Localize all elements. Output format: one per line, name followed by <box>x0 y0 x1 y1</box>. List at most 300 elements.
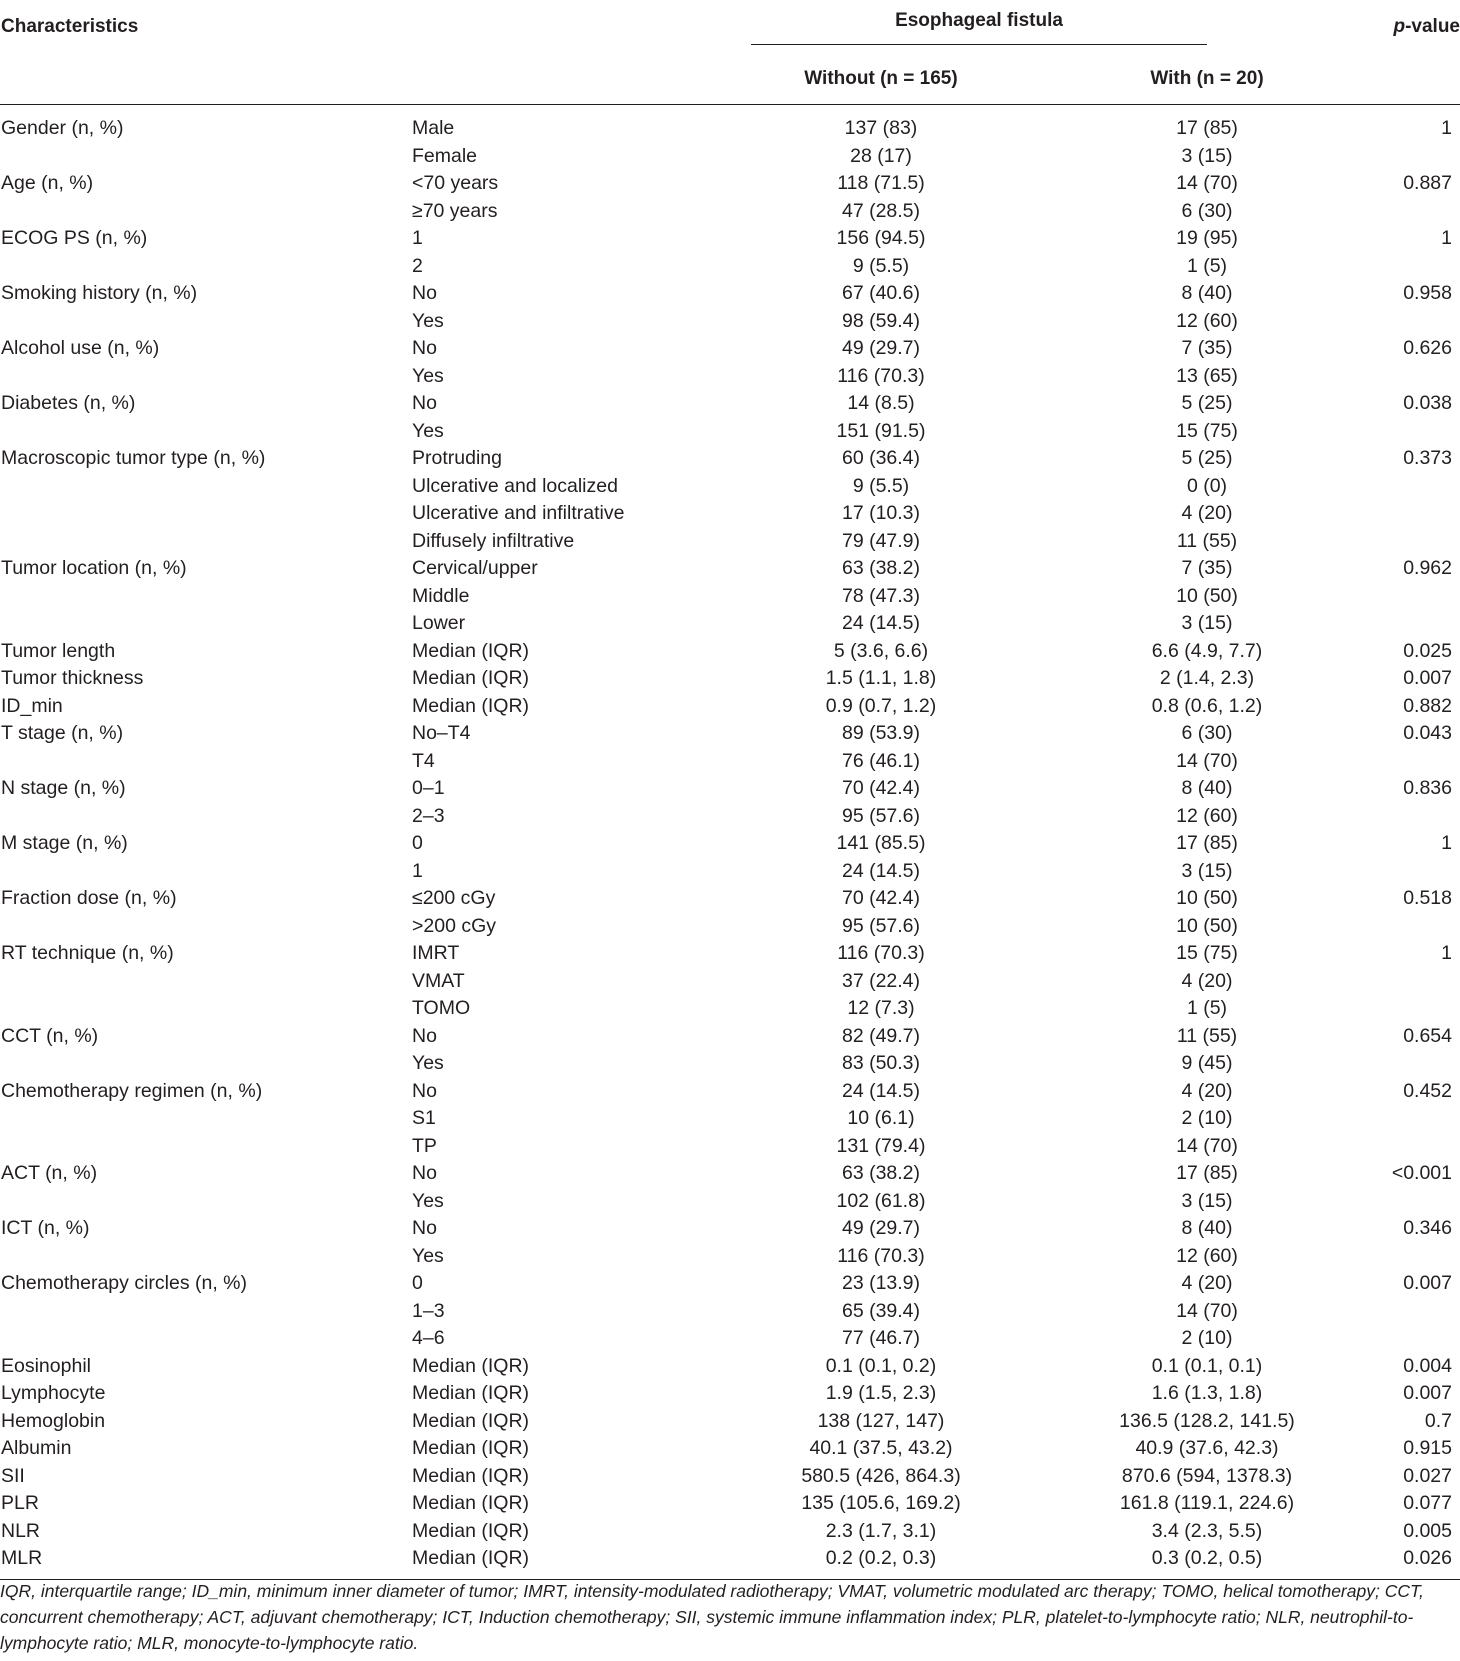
cell-category: Median (IQR) <box>412 667 530 689</box>
table-header <box>0 0 1460 105</box>
cell-p-value <box>1362 858 1460 886</box>
cell-category: Yes <box>412 364 444 387</box>
cell-characteristic: RT technique (n, %) <box>1 942 174 964</box>
table-row <box>0 803 1460 831</box>
cell-without: 63 (38.2) <box>841 1162 921 1184</box>
table-row <box>0 995 1460 1023</box>
table-row <box>0 665 1460 693</box>
cell-p-value <box>1362 1105 1460 1133</box>
cell-characteristic <box>0 1325 412 1353</box>
table-row <box>0 1545 1460 1579</box>
table-row <box>0 1215 1460 1243</box>
cell-p-value: 1 <box>1441 227 1452 249</box>
table-row <box>0 968 1460 996</box>
cell-without: 5 (3.6, 6.6) <box>833 639 929 662</box>
table-row <box>0 775 1460 803</box>
table-row <box>0 1050 1460 1078</box>
cell-with: 10 (50) <box>1176 914 1238 937</box>
cell-p-value: 0.836 <box>1403 777 1452 799</box>
cell-without: 60 (36.4) <box>841 447 921 469</box>
cell-characteristic <box>0 418 412 446</box>
cell-without: 37 (22.4) <box>841 969 921 992</box>
cell-with: 6 (30) <box>1181 722 1233 744</box>
cell-category: Median (IQR) <box>412 1519 530 1542</box>
cell-with: 6 (30) <box>1181 199 1233 222</box>
table-row <box>0 170 1460 198</box>
cell-category: Median (IQR) <box>412 1545 710 1579</box>
cell-characteristic: Fraction dose (n, %) <box>1 887 177 909</box>
cell-category: Protruding <box>412 447 502 469</box>
cell-p-value <box>1362 968 1460 996</box>
cell-with: 7 (35) <box>1181 557 1233 579</box>
cell-p-value <box>1362 748 1460 776</box>
cell-with: 3.4 (2.3, 5.5) <box>1151 1519 1263 1542</box>
cell-characteristic: Eosinophil <box>1 1354 91 1377</box>
cell-category: T4 <box>412 749 435 772</box>
cell-with: 17 (85) <box>1176 832 1238 854</box>
cell-p-value: 0.004 <box>1403 1354 1452 1377</box>
cell-without: 98 (59.4) <box>841 309 921 332</box>
cell-without: 89 (53.9) <box>841 722 921 744</box>
cell-without: 14 (8.5) <box>847 392 915 414</box>
cell-with: 3 (15) <box>1181 859 1233 882</box>
cell-with: 15 (75) <box>1176 419 1238 442</box>
cell-characteristic <box>0 473 412 501</box>
cell-with: 5 (25) <box>1181 447 1233 469</box>
cell-with: 0 (0) <box>1186 474 1228 497</box>
cell-with: 14 (70) <box>1176 749 1238 772</box>
table-row <box>0 1353 1460 1381</box>
cell-category: Median (IQR) <box>412 1464 530 1487</box>
cell-p-value <box>1362 1243 1460 1271</box>
table-row <box>0 308 1460 336</box>
cell-p-value <box>1362 363 1460 391</box>
cell-category: <70 years <box>412 172 499 194</box>
cell-with: 4 (20) <box>1181 1079 1233 1102</box>
table-footnote: IQR, interquartile range; ID_min, minimum inner diameter of tumor; IMRT, intensity-modulated radiotherapy; VMAT, volumetric modulated arc therapy; TOMO, helical tomotherapy; CCT, concurrent chemotherapy; ACT, adjuvant chemotherapy; ICT, Induction chemotherapy; SII, systemic immune inflammation index; PLR, platelet-to-lymphocyte ratio; NLR, neutrophil-to-lymphocyte ratio; MLR, monocyte-to-lymphocyte ratio. <box>0 1581 1424 1653</box>
cell-with: 7 (35) <box>1181 337 1233 359</box>
cell-with: 9 (45) <box>1181 1052 1233 1074</box>
cell-p-value: 0.915 <box>1403 1437 1452 1459</box>
cell-characteristic: Lymphocyte <box>1 1382 106 1404</box>
cell-characteristic <box>0 308 412 336</box>
cell-without: 118 (71.5) <box>837 172 925 194</box>
cell-p-value: 0.626 <box>1403 337 1452 359</box>
header-characteristics: Characteristics <box>1 16 139 37</box>
cell-without: 116 (70.3) <box>837 942 925 964</box>
cell-with: 4 (20) <box>1181 1272 1233 1294</box>
cell-p-value: 0.007 <box>1403 1382 1452 1404</box>
cell-with: 4 (20) <box>1181 502 1233 524</box>
cell-p-value: 1 <box>1441 942 1452 964</box>
cell-without: 28 (17) <box>850 144 912 167</box>
cell-without: 138 (127, 147) <box>817 1409 945 1432</box>
table-row <box>0 1243 1460 1271</box>
cell-category: No <box>412 1217 437 1239</box>
cell-category: 0 <box>412 1272 423 1294</box>
cell-with: 0.8 (0.6, 1.2) <box>1151 694 1263 717</box>
cell-without: 95 (57.6) <box>841 804 921 827</box>
table-row <box>0 1435 1460 1463</box>
cell-p-value: <0.001 <box>1391 1162 1452 1184</box>
cell-category: Diffusely infiltrative <box>412 529 575 552</box>
header-p-value: p-value <box>1393 16 1460 37</box>
cell-category: TOMO <box>412 997 471 1019</box>
cell-category: No <box>412 282 437 304</box>
cell-without: 70 (42.4) <box>841 777 921 799</box>
cell-characteristic: ID_min <box>1 694 63 717</box>
cell-category: No–T4 <box>412 722 471 744</box>
table-row <box>0 720 1460 748</box>
cell-category: ≥70 years <box>412 199 498 222</box>
cell-with: 12 (60) <box>1176 804 1238 827</box>
cell-category: Median (IQR) <box>412 1409 530 1432</box>
cell-category: 1 <box>412 227 423 249</box>
table-row <box>0 940 1460 968</box>
cell-p-value <box>1362 1325 1460 1353</box>
cell-category: Middle <box>412 584 470 607</box>
cell-characteristic: Albumin <box>1 1437 72 1459</box>
cell-with: 8 (40) <box>1181 777 1233 799</box>
cell-p-value: 0.038 <box>1403 392 1452 414</box>
cell-category: Median (IQR) <box>412 639 530 662</box>
cell-p-value <box>1362 803 1460 831</box>
cell-without: 23 (13.9) <box>841 1272 921 1294</box>
cell-with: 13 (65) <box>1176 364 1238 387</box>
table-row <box>0 1325 1460 1353</box>
cell-without: 156 (94.5) <box>836 227 926 249</box>
cell-with: 14 (70) <box>1176 1134 1238 1157</box>
cell-with: 14 (70) <box>1176 172 1238 194</box>
cell-with: 1 (5) <box>1186 254 1228 277</box>
table-row <box>0 1105 1460 1133</box>
cell-without: 82 (49.7) <box>841 1024 921 1047</box>
cell-without: 10 (6.1) <box>847 1107 915 1129</box>
cell-category: Yes <box>412 1189 444 1212</box>
cell-without: 24 (14.5) <box>841 1079 921 1102</box>
cell-category: TP <box>412 1134 437 1157</box>
cell-without: 116 (70.3) <box>837 364 925 387</box>
cell-category: 0 <box>412 832 423 854</box>
cell-category: VMAT <box>412 969 465 992</box>
cell-without: 67 (40.6) <box>841 282 921 304</box>
cell-with: 1 (5) <box>1186 997 1228 1019</box>
cell-p-value: 0.025 <box>1403 639 1452 662</box>
cell-with: 40.9 (37.6, 42.3) <box>1135 1437 1279 1459</box>
cell-category: No <box>412 337 437 359</box>
cell-characteristic: PLR <box>1 1492 39 1514</box>
cell-characteristic <box>0 253 412 281</box>
cell-p-value: 0.452 <box>1403 1079 1452 1102</box>
cell-p-value: 1 <box>1441 832 1452 854</box>
cell-p-value: 0.962 <box>1403 557 1452 579</box>
cell-characteristic: Hemoglobin <box>1 1409 106 1432</box>
table-row <box>0 913 1460 941</box>
cell-without: 24 (14.5) <box>841 612 921 634</box>
cell-characteristic: CCT (n, %) <box>1 1024 99 1047</box>
cell-characteristic <box>0 803 412 831</box>
cell-without: 151 (91.5) <box>836 419 926 442</box>
table-row <box>0 748 1460 776</box>
cell-with: 870.6 (594, 1378.3) <box>1121 1464 1293 1487</box>
cell-p-value: 0.027 <box>1403 1464 1452 1487</box>
cell-with: 11 (55) <box>1176 529 1238 552</box>
cell-characteristic: Macroscopic tumor type (n, %) <box>1 447 266 469</box>
cell-characteristic <box>0 143 412 171</box>
cell-with: 0.1 (0.1, 0.1) <box>1151 1354 1263 1377</box>
cell-with: 2 (10) <box>1181 1327 1233 1349</box>
cell-category: Median (IQR) <box>412 1382 530 1404</box>
cell-with: 3 (15) <box>1181 1189 1233 1212</box>
cell-with: 0.3 (0.2, 0.5) <box>1052 1545 1362 1579</box>
cell-characteristic: Diabetes (n, %) <box>1 392 136 414</box>
cell-characteristic: ACT (n, %) <box>1 1162 98 1184</box>
cell-category: Median (IQR) <box>412 1354 530 1377</box>
table-row <box>0 638 1460 666</box>
cell-p-value <box>1362 143 1460 171</box>
cell-without: 1.5 (1.1, 1.8) <box>825 667 937 689</box>
cell-with: 10 (50) <box>1176 887 1238 909</box>
cell-without: 141 (85.5) <box>836 832 926 854</box>
cell-without: 102 (61.8) <box>836 1189 926 1212</box>
cell-category: No <box>412 1024 437 1047</box>
cell-p-value <box>1362 500 1460 528</box>
table-row <box>0 225 1460 253</box>
cell-with: 161.8 (119.1, 224.6) <box>1119 1492 1295 1514</box>
cell-p-value: 0.887 <box>1403 172 1452 194</box>
cell-characteristic: T stage (n, %) <box>1 722 124 744</box>
table-row <box>0 1023 1460 1051</box>
cell-with: 8 (40) <box>1181 1217 1233 1239</box>
table-row <box>0 1298 1460 1326</box>
cell-without: 116 (70.3) <box>837 1244 925 1267</box>
cell-with: 15 (75) <box>1176 942 1238 964</box>
table-row <box>0 105 1460 143</box>
cell-without: 12 (7.3) <box>847 997 915 1019</box>
cell-without: 0.2 (0.2, 0.3) <box>710 1545 1052 1579</box>
cell-without: 95 (57.6) <box>841 914 921 937</box>
cell-with: 6.6 (4.9, 7.7) <box>1151 639 1263 662</box>
cell-p-value <box>1362 308 1460 336</box>
cell-with: 3 (15) <box>1181 144 1233 167</box>
cell-category: Ulcerative and localized <box>412 474 618 497</box>
cell-without: 47 (28.5) <box>841 199 921 222</box>
table-row <box>0 1490 1460 1518</box>
table-row <box>0 253 1460 281</box>
cell-without: 49 (29.7) <box>841 1217 921 1239</box>
cell-category: No <box>412 1079 437 1102</box>
cell-p-value <box>1362 1133 1460 1161</box>
cell-with: 3 (15) <box>1181 612 1233 634</box>
cell-with: 2 (1.4, 2.3) <box>1159 667 1255 689</box>
cell-p-value <box>1362 418 1460 446</box>
cell-category: No <box>412 1162 437 1184</box>
table-row <box>0 858 1460 886</box>
header-group-esophageal-fistula: Esophageal fistula <box>751 10 1207 45</box>
cell-without: 83 (50.3) <box>841 1052 921 1074</box>
cell-characteristic: SII <box>1 1464 25 1487</box>
table-row <box>0 1133 1460 1161</box>
table-row <box>0 143 1460 171</box>
cell-characteristic <box>0 610 412 638</box>
cell-category: Lower <box>412 612 466 634</box>
cell-with: 17 (85) <box>1176 117 1238 139</box>
cell-characteristic <box>0 995 412 1023</box>
cell-category: 4–6 <box>412 1327 445 1349</box>
cell-without: 65 (39.4) <box>841 1299 921 1322</box>
table-row <box>0 1188 1460 1216</box>
table-row <box>0 1380 1460 1408</box>
table-row <box>0 1160 1460 1188</box>
table-row <box>0 363 1460 391</box>
cell-characteristic <box>0 1243 412 1271</box>
cell-without: 1.9 (1.5, 2.3) <box>825 1382 937 1404</box>
cell-category: Female <box>412 144 478 167</box>
cell-p-value: 0.654 <box>1403 1024 1452 1047</box>
table-row <box>0 885 1460 913</box>
cell-characteristic <box>0 363 412 391</box>
cell-characteristic: Chemotherapy circles (n, %) <box>1 1272 247 1294</box>
cell-characteristic: Gender (n, %) <box>1 117 124 139</box>
cell-characteristic <box>0 913 412 941</box>
cell-characteristic <box>0 858 412 886</box>
cell-with: 1.6 (1.3, 1.8) <box>1151 1382 1263 1404</box>
cell-without: 63 (38.2) <box>841 557 921 579</box>
cell-with: 12 (60) <box>1176 309 1238 332</box>
cell-p-value <box>1362 995 1460 1023</box>
cell-p-value <box>1362 1050 1460 1078</box>
table-row <box>0 830 1460 858</box>
table-row <box>0 390 1460 418</box>
cell-with: 136.5 (128.2, 141.5) <box>1119 1409 1295 1432</box>
cell-characteristic <box>0 583 412 611</box>
cell-characteristic: Smoking history (n, %) <box>1 282 198 304</box>
table-row <box>0 1518 1460 1546</box>
cell-without: 135 (105.6, 169.2) <box>801 1492 961 1514</box>
cell-without: 2.3 (1.7, 3.1) <box>825 1519 937 1542</box>
cell-without: 580.5 (426, 864.3) <box>801 1464 961 1487</box>
cell-p-value <box>1362 1298 1460 1326</box>
cell-p-value: 0.958 <box>1403 282 1452 304</box>
cell-p-value: 0.026 <box>1362 1545 1460 1579</box>
cell-p-value: 1 <box>1441 117 1452 139</box>
cell-p-value: 0.346 <box>1403 1217 1452 1239</box>
cell-characteristic: Tumor length <box>1 639 116 662</box>
cell-with: 4 (20) <box>1181 969 1233 992</box>
cell-category: 2–3 <box>412 804 445 827</box>
cell-characteristic <box>0 528 412 556</box>
cell-characteristic <box>0 968 412 996</box>
cell-p-value <box>1362 253 1460 281</box>
cell-without: 0.9 (0.7, 1.2) <box>825 694 937 717</box>
cell-p-value: 0.882 <box>1403 694 1452 717</box>
cell-p-value <box>1362 913 1460 941</box>
cell-characteristic <box>0 198 412 226</box>
cell-characteristic: Tumor location (n, %) <box>1 557 187 579</box>
cell-category: Median (IQR) <box>412 1492 530 1514</box>
cell-without: 79 (47.9) <box>841 529 921 552</box>
cell-characteristic <box>0 500 412 528</box>
cell-without: 40.1 (37.5, 43.2) <box>809 1437 953 1459</box>
cell-without: 9 (5.5) <box>852 474 910 497</box>
cell-characteristic: ECOG PS (n, %) <box>1 227 148 249</box>
cell-category: 2 <box>412 254 423 277</box>
table-row <box>0 335 1460 363</box>
cell-category: IMRT <box>412 942 460 964</box>
header-without: Without (n = 165) <box>710 54 1052 105</box>
cell-category: Median (IQR) <box>412 694 530 717</box>
cell-characteristic <box>0 1188 412 1216</box>
table-row <box>0 198 1460 226</box>
cell-category: 1 <box>412 859 423 882</box>
cell-category: Male <box>412 117 455 139</box>
cell-characteristic: Chemotherapy regimen (n, %) <box>1 1079 263 1102</box>
cell-category: >200 cGy <box>412 914 497 937</box>
table-row <box>0 1270 1460 1298</box>
cell-with: 5 (25) <box>1181 392 1233 414</box>
cell-characteristic: M stage (n, %) <box>1 832 128 854</box>
table-row <box>0 280 1460 308</box>
header-with: With (n = 20) <box>1052 54 1362 105</box>
cell-p-value <box>1362 473 1460 501</box>
table-body <box>0 105 1460 1580</box>
cell-p-value: 0.007 <box>1403 1272 1452 1294</box>
cell-p-value: 0.518 <box>1403 887 1452 909</box>
cell-characteristic: NLR <box>1 1519 41 1542</box>
cell-with: 8 (40) <box>1181 282 1233 304</box>
cell-with: 2 (10) <box>1181 1107 1233 1129</box>
cell-without: 76 (46.1) <box>841 749 921 772</box>
cell-p-value <box>1362 583 1460 611</box>
table-row <box>0 473 1460 501</box>
table-row <box>0 445 1460 473</box>
cell-category: No <box>412 392 437 414</box>
cell-p-value: 0.373 <box>1403 447 1452 469</box>
cell-without: 49 (29.7) <box>841 337 921 359</box>
cell-with: 14 (70) <box>1176 1299 1238 1322</box>
cell-category: Yes <box>412 419 444 442</box>
cell-category: S1 <box>412 1107 436 1129</box>
cell-p-value <box>1362 610 1460 638</box>
cell-category: Median (IQR) <box>412 1437 530 1459</box>
table-row <box>0 500 1460 528</box>
cell-characteristic <box>0 1133 412 1161</box>
cell-p-value: 0.043 <box>1403 722 1452 744</box>
cell-category: Yes <box>412 309 444 332</box>
table-row <box>0 1463 1460 1491</box>
cell-p-value: 0.005 <box>1403 1519 1452 1542</box>
table-row <box>0 693 1460 721</box>
cell-with: 10 (50) <box>1176 584 1238 607</box>
table-row <box>0 418 1460 446</box>
cell-characteristic: ICT (n, %) <box>1 1217 90 1239</box>
cell-category: ≤200 cGy <box>412 887 496 909</box>
cell-without: 137 (83) <box>844 117 918 139</box>
table-row <box>0 1408 1460 1436</box>
cell-without: 0.1 (0.1, 0.2) <box>825 1354 937 1377</box>
cell-with: 17 (85) <box>1176 1162 1238 1184</box>
cell-p-value <box>1362 528 1460 556</box>
cell-category: Yes <box>412 1244 444 1267</box>
cell-category: Cervical/upper <box>412 557 538 579</box>
cell-without: 70 (42.4) <box>841 887 921 909</box>
cell-p-value <box>1362 198 1460 226</box>
table-row <box>0 1078 1460 1106</box>
table-row <box>0 528 1460 556</box>
cell-characteristic <box>0 1105 412 1133</box>
cell-without: 77 (46.7) <box>841 1327 921 1349</box>
cell-characteristic: Tumor thickness <box>1 667 144 689</box>
